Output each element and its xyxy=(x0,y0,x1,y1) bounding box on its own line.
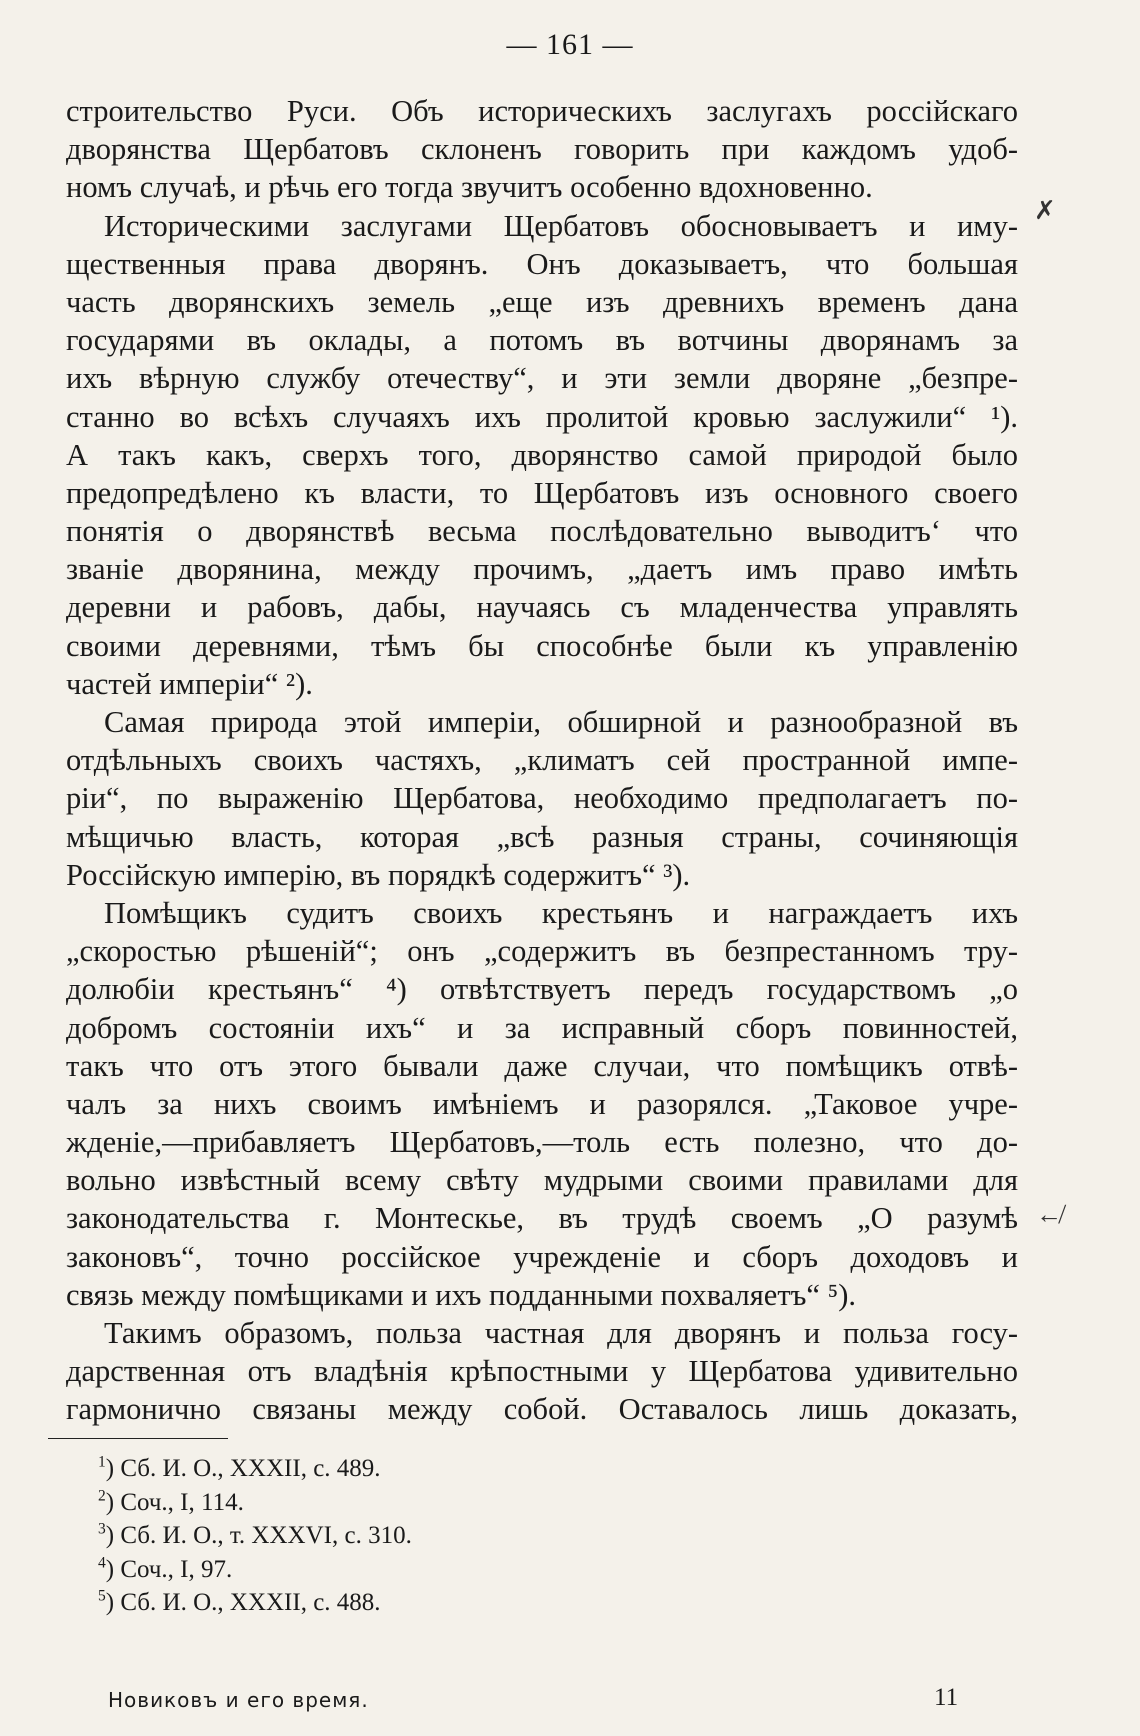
page-number: — 161 — xyxy=(506,28,634,61)
margin-arrow-mark: ↚ xyxy=(1036,1200,1062,1229)
signature-line: Новиковъ и его время. xyxy=(108,1688,369,1712)
text-line: связь между помѣщиками и ихъ подданными похваляетъ“ ⁵). xyxy=(66,1277,856,1312)
text-line: дарственная отъ владѣнія крѣпостными у Щербатова удивительно xyxy=(66,1354,1018,1389)
text-line: Историческими заслугами Щербатовъ обосновываетъ и иму- xyxy=(104,208,1018,243)
text-line: Россійскую имперію, въ порядкѣ содержитъ“ ³). xyxy=(66,857,691,892)
footnote-number: 3 xyxy=(98,1520,106,1538)
footnote-number: 1 xyxy=(98,1453,106,1471)
text-line: ихъ вѣрную службу отечеству“, и эти земли дворяне „безпре- xyxy=(66,361,1018,396)
text-line: вольно извѣстный всему свѣту мудрыми своими правилами для xyxy=(66,1163,1018,1198)
text-line: А такъ какъ, сверхъ того, дворянство самой природой было xyxy=(66,437,1018,472)
text-line: отдѣльныхъ своихъ частяхъ, „климатъ сей пространной импе- xyxy=(66,743,1018,778)
footnote-number: 2 xyxy=(98,1487,106,1505)
body-text xyxy=(66,92,1018,1429)
text-line: станно во всѣхъ случаяхъ ихъ пролитой кровью заслужили“ ¹). xyxy=(66,399,1018,434)
text-line: „скоростью рѣшеній“; онъ „содержитъ въ безпрестанномъ тру- xyxy=(66,934,1018,969)
text-line: добромъ состояніи ихъ“ и за исправный сборъ повинностей, xyxy=(66,1010,1018,1045)
footnote-text: ) Соч., I, 97. xyxy=(105,1555,233,1583)
footnote-divider xyxy=(48,1438,228,1439)
footnotes xyxy=(98,1452,412,1620)
text-line: государями въ оклады, а потомъ въ вотчины дворянамъ за xyxy=(66,323,1018,358)
text-line: мѣщичью власть, которая „всѣ разныя страны, сочиняющія xyxy=(66,819,1018,854)
text-line: предопредѣлено къ власти, то Щербатовъ изъ основного своего xyxy=(66,475,1018,510)
margin-cross-mark: ✗ xyxy=(1034,196,1056,225)
text-line: строительство Руси. Объ историческихъ заслугахъ россійскаго xyxy=(66,94,1018,128)
footnote-item xyxy=(98,1553,412,1587)
text-line: частей имперіи“ ²). xyxy=(66,666,313,701)
footnote-text: ) Сб. И. О., XXXII, с. 488. xyxy=(105,1589,381,1616)
text-line: часть дворянскихъ земель „еще изъ древнихъ временъ дана xyxy=(66,284,1018,319)
footnote-text: ) Соч., I, 114. xyxy=(105,1488,244,1516)
text-line: деревни и рабовъ, дабы, научаясь съ младенчества управлять xyxy=(66,590,1018,625)
text-line: номъ случаѣ, и рѣчь его тогда звучитъ особенно вдохновенно. xyxy=(66,170,873,205)
text-line: Такимъ образомъ, польза частная для дворянъ и польза госу- xyxy=(104,1316,1018,1350)
text-line: Помѣщикъ судитъ своихъ крестьянъ и награждаетъ ихъ xyxy=(104,895,1018,930)
text-line: званіе дворянина, между прочимъ, „даетъ имъ право имѣть xyxy=(66,552,1018,587)
text-line: дворянства Щербатовъ склоненъ говорить при каждомъ удоб- xyxy=(66,132,1018,167)
text-line: Самая природа этой имперіи, обширной и разнообразной въ xyxy=(104,705,1018,739)
footnote-text: ) Сб. И. О., т. XXXVI, с. 310. xyxy=(105,1522,412,1549)
footnote-item xyxy=(98,1452,412,1486)
footnote-number: 4 xyxy=(98,1554,106,1572)
text-line: законовъ“, точно россійское учрежденіе и сборъ доходовъ и xyxy=(66,1239,1018,1274)
footnote-item xyxy=(98,1519,412,1553)
text-line: жденіе,—прибавляетъ Щербатовъ,—толь есть полезно, что до- xyxy=(66,1125,1018,1160)
text-line: понятія о дворянствѣ весьма послѣдовательно выводитъ‘ что xyxy=(66,514,1018,549)
sheet-number: 11 xyxy=(934,1684,959,1711)
footnote-item xyxy=(98,1586,412,1620)
text-line: законодательства г. Монтескье, въ трудѣ своемъ „О разумѣ xyxy=(66,1201,1018,1236)
footnote-number: 5 xyxy=(98,1587,106,1605)
footnote-item xyxy=(98,1486,412,1520)
text-line: щественныя права дворянъ. Онъ доказываетъ, что большая xyxy=(66,246,1018,281)
text-line: ріи“, по выраженію Щербатова, необходимо предполагаетъ по- xyxy=(66,781,1018,816)
text-line: такъ что отъ этого бывали даже случаи, что помѣщикъ отвѣ- xyxy=(66,1048,1018,1083)
text-line: долюбіи крестьянъ“ ⁴) отвѣтствуетъ передъ государствомъ „о xyxy=(66,972,1018,1007)
text-line: чалъ за нихъ своимъ имѣніемъ и разорялся. „Таковое учре- xyxy=(66,1086,1018,1121)
text-line: гармонично связаны между собой. Оставалось лишь доказать, xyxy=(66,1392,1018,1427)
footnote-text: ) Сб. И. О., XXXII, с. 489. xyxy=(105,1455,381,1482)
text-line: своими деревнями, тѣмъ бы способнѣе были къ управленію xyxy=(66,628,1018,663)
